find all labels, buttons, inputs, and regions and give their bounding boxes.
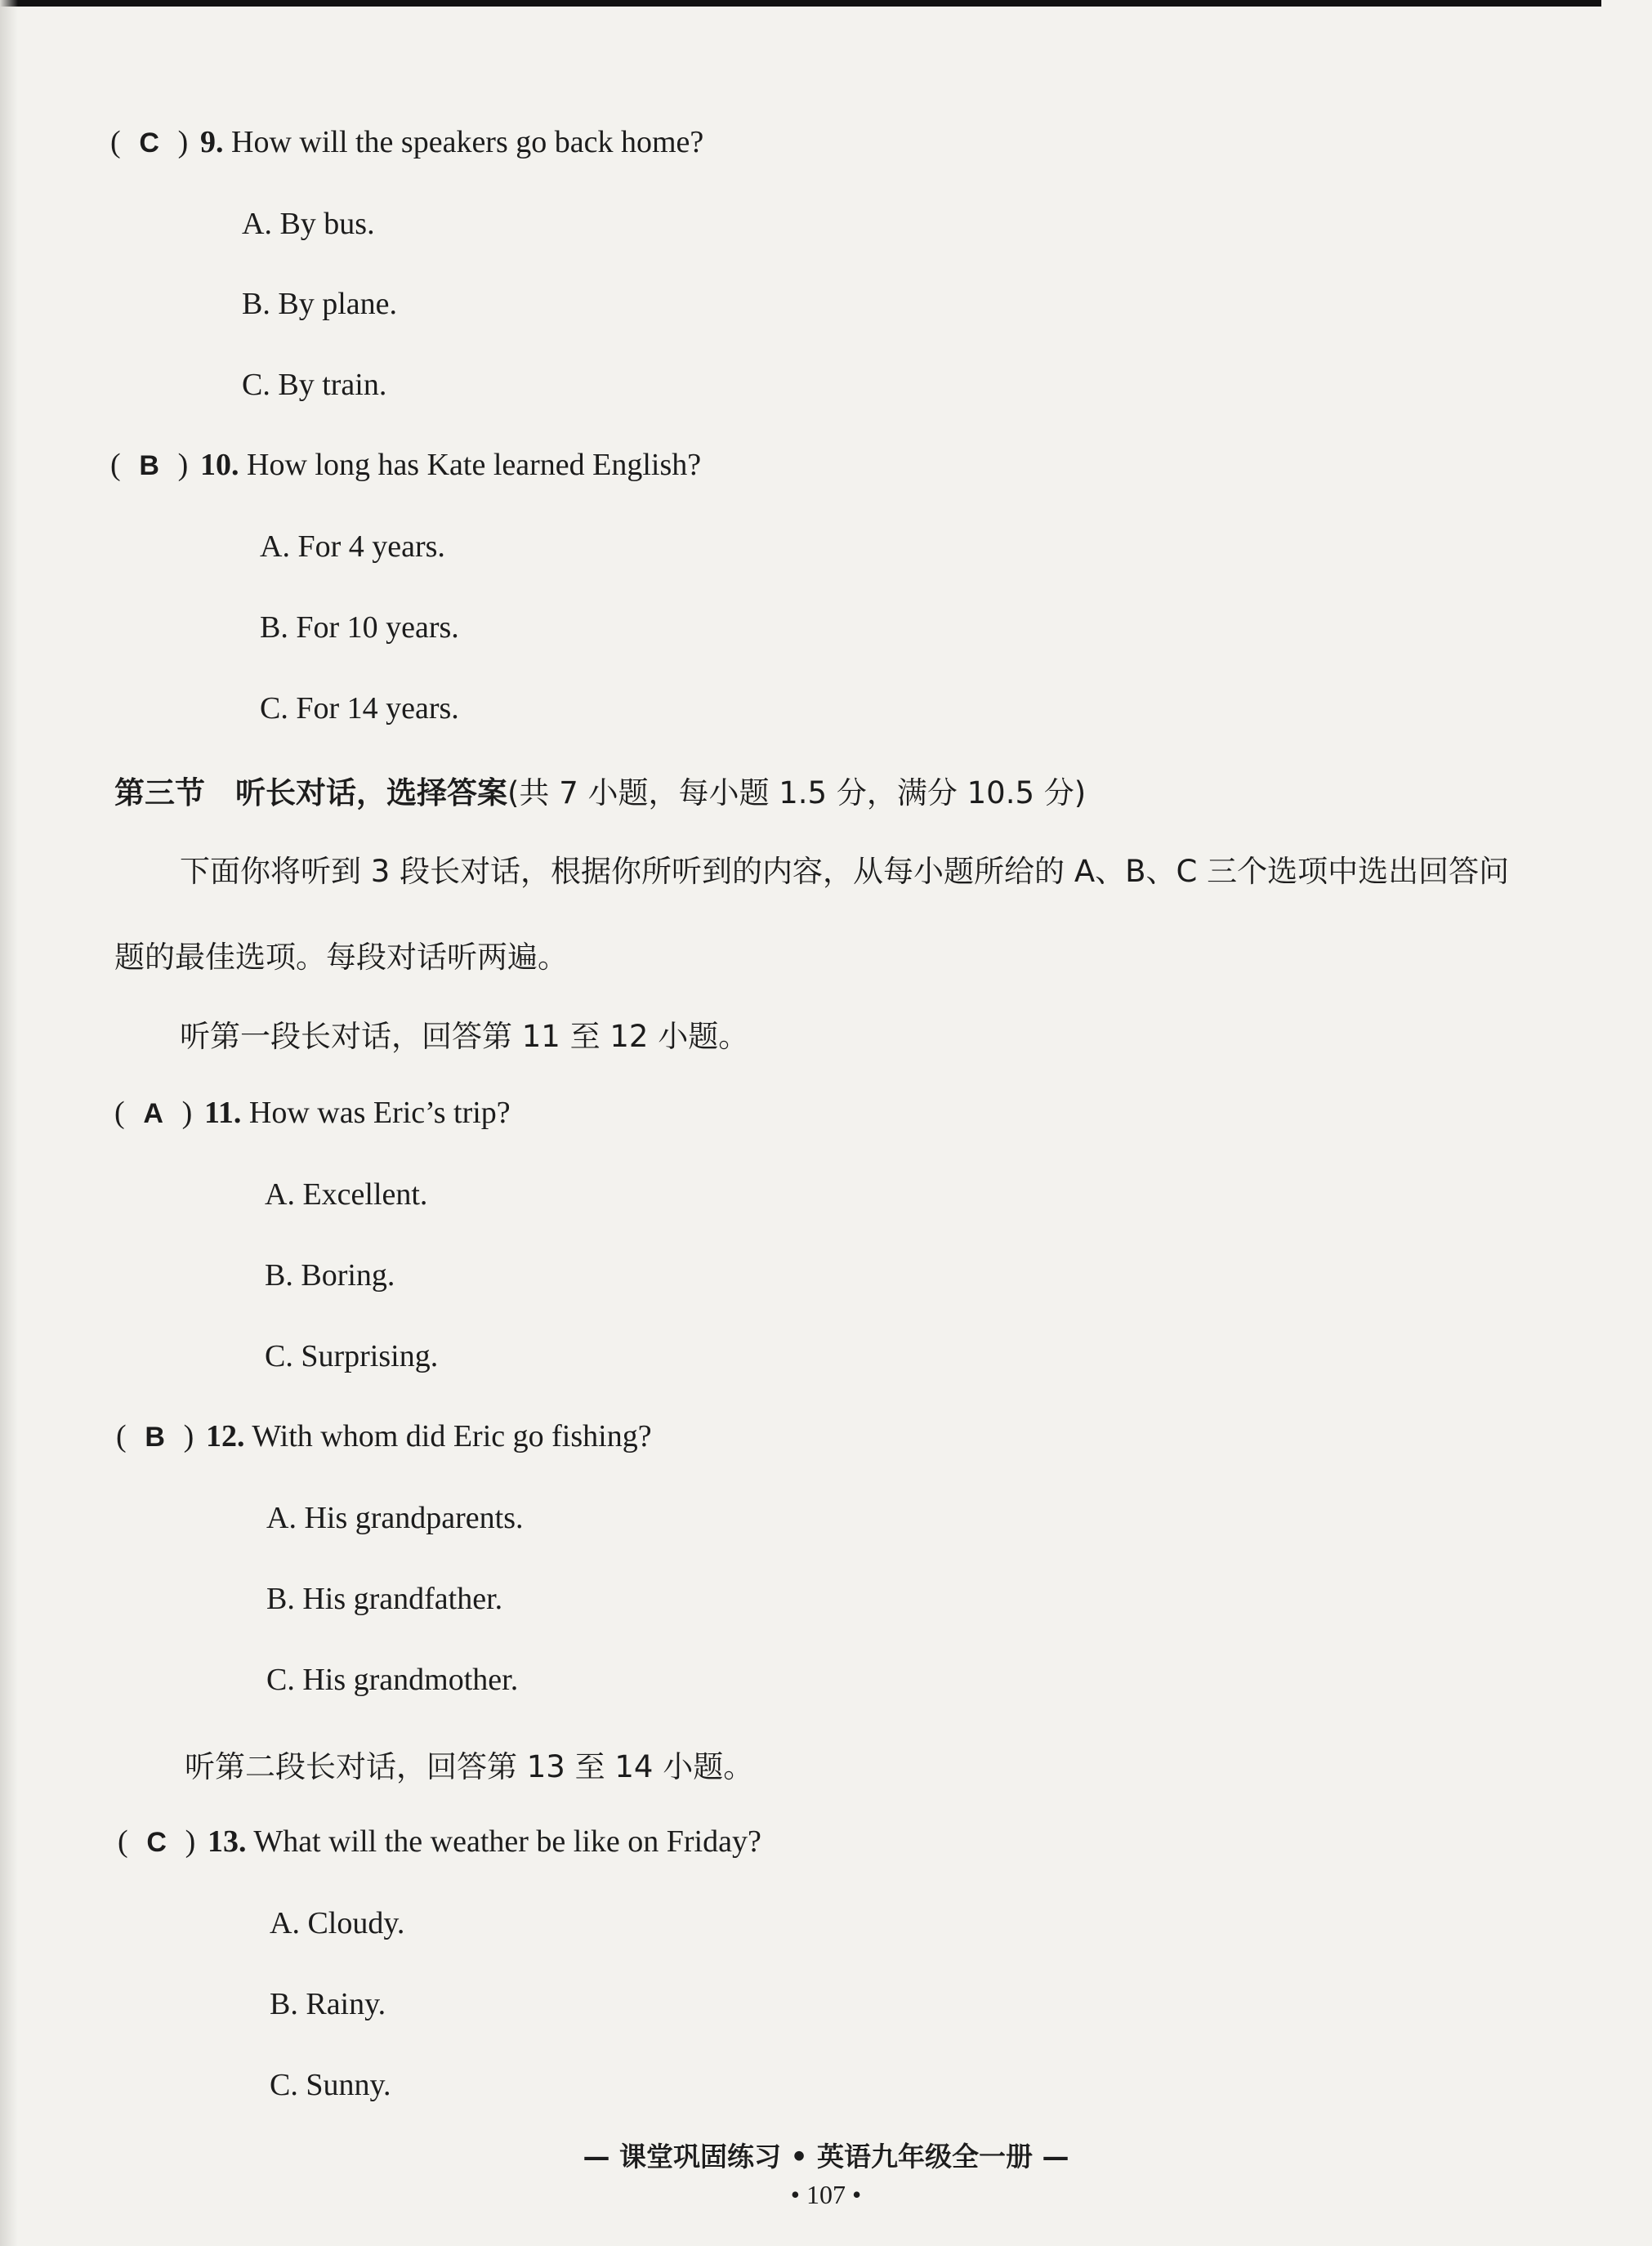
option-b: B. Boring.: [265, 1258, 395, 1293]
question-text: How will the speakers go back home?: [231, 125, 704, 159]
question-text: How long has Kate learned English?: [247, 448, 702, 482]
section-score-note: (共 7 小题，每小题 1.5 分，满分 10.5 分): [507, 775, 1087, 810]
scan-edge-shadow: [0, 0, 18, 2246]
question-11: [114, 1095, 511, 1131]
footer-book-title: — 课堂巩固练习 • 英语九年级全一册 —: [583, 2141, 1069, 2172]
option-b: B. By plane.: [242, 287, 397, 321]
section-title: 第三节 听长对话，选择答案: [114, 775, 507, 810]
answer-bracket: ( B ): [110, 448, 189, 482]
option-a: A. His grandparents.: [266, 1501, 524, 1535]
question-number: 11.: [204, 1096, 242, 1130]
option-c: C. By train.: [242, 368, 387, 402]
answer-letter: B: [145, 1422, 165, 1453]
question-number: 13.: [208, 1824, 247, 1859]
section-instruction-line-2: 题的最佳选项。每段对话听两遍。: [114, 940, 568, 975]
option-b: B. His grandfather.: [266, 1582, 503, 1616]
question-text: How was Eric’s trip?: [248, 1096, 511, 1130]
question-13: [118, 1824, 761, 1860]
answer-bracket: ( B ): [116, 1419, 194, 1453]
section-heading: [114, 768, 1086, 812]
answer-bracket: ( A ): [114, 1096, 193, 1130]
question-12: [116, 1418, 652, 1454]
section-instruction-line-1: 下面你将听到 3 段长对话，根据你所听到的内容，从每小题所给的 A、B、C 三个选项中选出回答问: [180, 854, 1510, 889]
question-text: With whom did Eric go fishing?: [252, 1419, 652, 1453]
question-9: [110, 124, 703, 160]
option-a: A. For 4 years.: [260, 529, 445, 564]
dialog-2-intro: 听第二段长对话，回答第 13 至 14 小题。: [185, 1749, 754, 1784]
answer-letter: A: [143, 1098, 163, 1129]
option-b: B. Rainy.: [270, 1987, 386, 2021]
answer-letter: C: [139, 127, 159, 159]
option-b: B. For 10 years.: [260, 610, 459, 645]
answer-bracket: ( C ): [118, 1824, 196, 1859]
dialog-1-intro: 听第一段长对话，回答第 11 至 12 小题。: [180, 1019, 749, 1054]
page-number: • 107 •: [790, 2180, 862, 2209]
answer-bracket: ( C ): [110, 125, 189, 159]
answer-letter: B: [139, 450, 159, 481]
question-number: 9.: [200, 125, 224, 159]
answer-letter: C: [146, 1827, 167, 1858]
question-10: [110, 447, 701, 483]
option-c: C. Sunny.: [270, 2068, 391, 2102]
top-border-line: [0, 0, 1601, 7]
option-c: C. His grandmother.: [266, 1663, 519, 1697]
question-number: 10.: [200, 448, 239, 482]
question-text: What will the weather be like on Friday?: [253, 1824, 761, 1859]
question-number: 12.: [206, 1419, 245, 1453]
option-a: A. By bus.: [242, 207, 375, 241]
option-a: A. Cloudy.: [270, 1906, 405, 1940]
option-c: C. Surprising.: [265, 1339, 439, 1373]
option-a: A. Excellent.: [265, 1177, 428, 1212]
option-c: C. For 14 years.: [260, 691, 459, 726]
